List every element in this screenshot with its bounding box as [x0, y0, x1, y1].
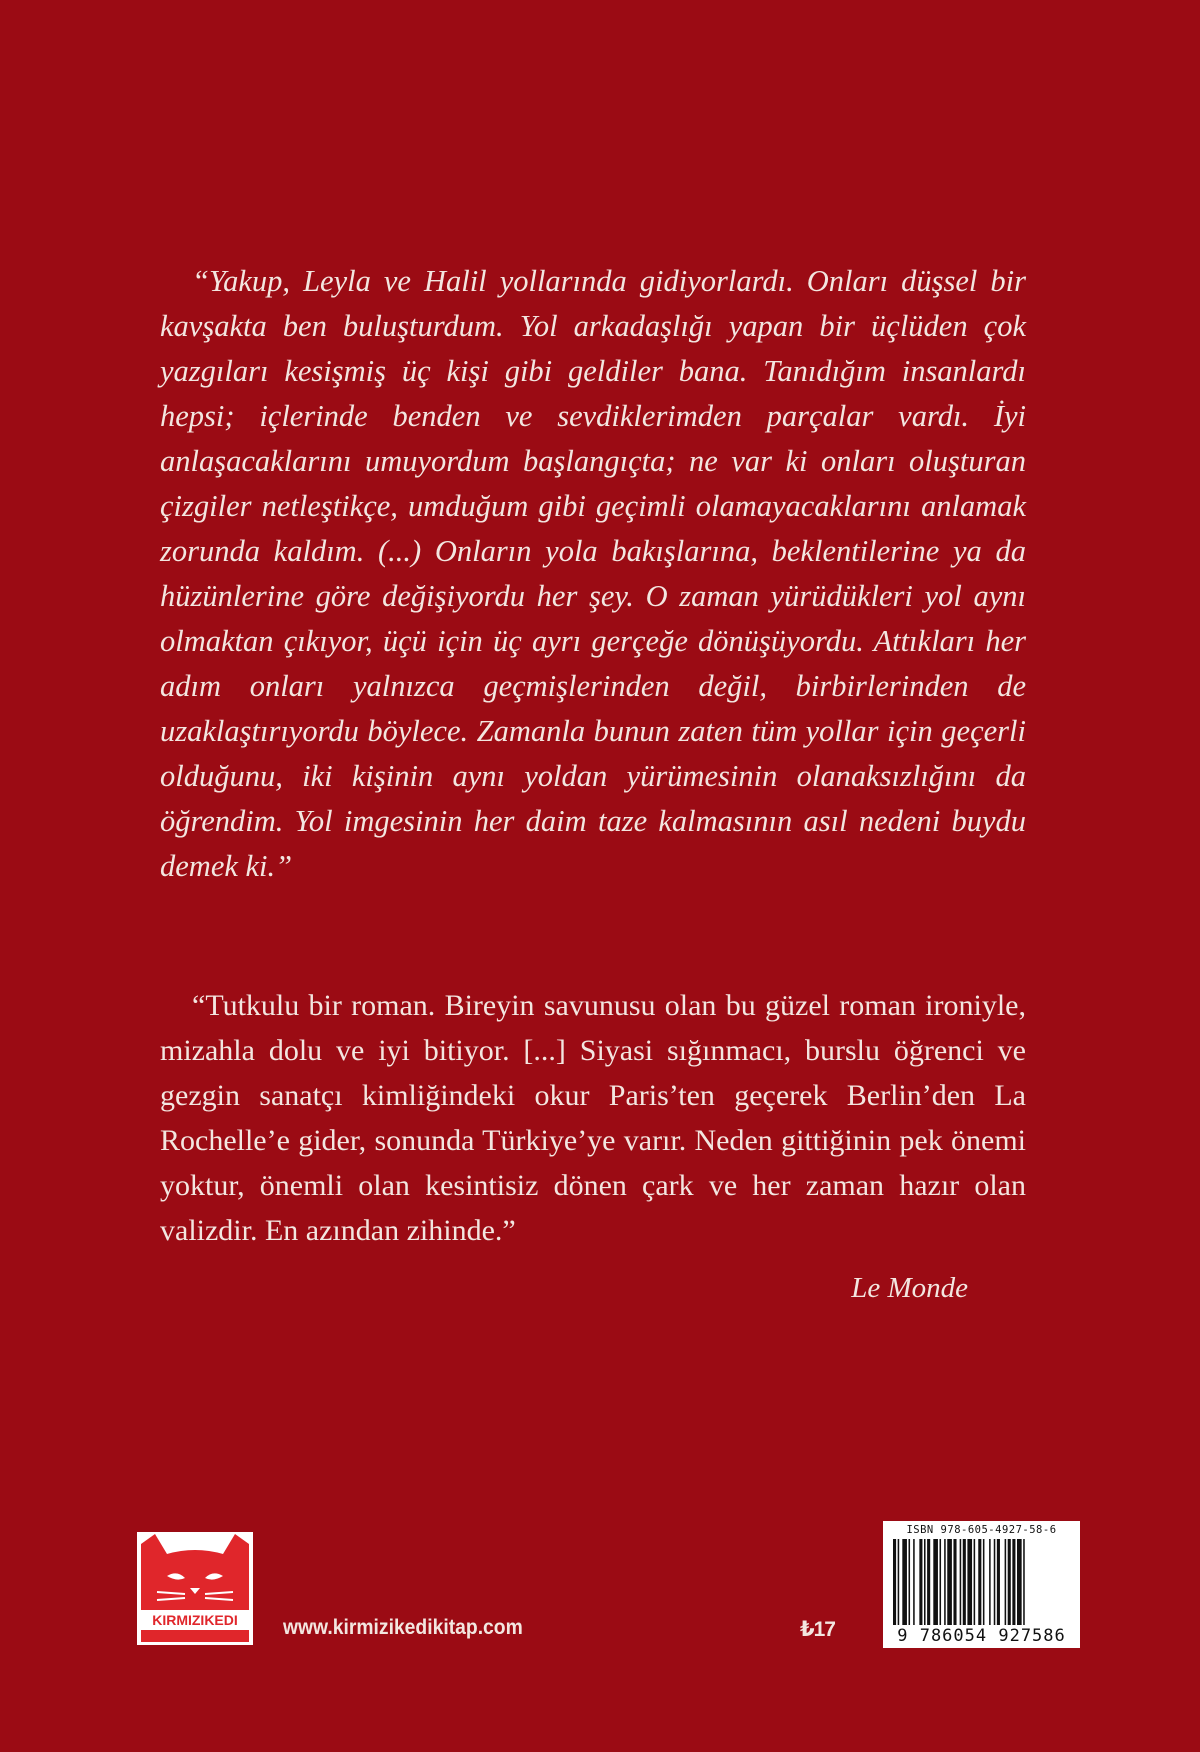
- barcode-bar: [902, 1539, 907, 1625]
- barcode-bar: [1008, 1539, 1011, 1625]
- barcode-bar: [898, 1539, 900, 1625]
- barcode-bar: [994, 1539, 996, 1625]
- barcode-bar: [924, 1539, 926, 1625]
- barcode-digits: 9 786054 927586: [883, 1626, 1080, 1646]
- publisher-website-link[interactable]: www.kirmizikedikitap.com: [283, 1616, 523, 1639]
- barcode-bar: [940, 1539, 942, 1625]
- barcode-bar: [967, 1539, 972, 1625]
- barcode-bar: [909, 1539, 911, 1625]
- barcode-bar: [919, 1539, 922, 1625]
- barcode-bar: [1012, 1539, 1015, 1625]
- barcode-bar: [960, 1539, 962, 1625]
- barcode-bar: [974, 1539, 976, 1625]
- barcode-bars: [889, 1539, 1074, 1625]
- barcode-bar: [933, 1539, 938, 1625]
- barcode-bar: [927, 1539, 930, 1625]
- barcode-bar: [963, 1539, 966, 1625]
- isbn-label: ISBN 978-605-4927-58-6: [906, 1524, 1057, 1536]
- barcode-bar: [989, 1539, 991, 1625]
- barcode-bar: [1005, 1539, 1007, 1625]
- review-source: Le Monde: [851, 1272, 968, 1304]
- barcode-bar: [913, 1539, 915, 1625]
- review-quote: “Tutkulu bir roman. Bireyin savunusu olan bu güzel roman ironiyle, mizahla dolu ve iyi bitiyor. [...] Siyasi sığınmacı, burslu öğrenci ve gezgin sanatçı kimliğindeki okur Paris’ten geçerek Berlin’den La Rochelle’e gider, sonunda Türkiye’ye varır. Neden gittiğinin pek önemi yoktur, önemli olan kesintisiz dönen çark ve her zaman hazır olan valizdir. En azından zihinde.”: [160, 989, 1026, 1247]
- barcode-bar: [953, 1539, 956, 1625]
- barcode-bar: [893, 1539, 896, 1625]
- barcode-bar: [978, 1539, 981, 1625]
- barcode-bar: [1017, 1539, 1022, 1625]
- logo-wordmark: KIRMIZIKEDI: [152, 1612, 238, 1628]
- cat-logo-icon: [137, 1532, 253, 1645]
- barcode-bar: [1023, 1539, 1025, 1625]
- barcode-bar: [947, 1539, 952, 1625]
- price-label: ₺17: [800, 1618, 835, 1641]
- isbn-barcode: [883, 1521, 1080, 1648]
- barcode-bar: [944, 1539, 946, 1625]
- publisher-logo: [137, 1532, 253, 1645]
- barcode-bar: [983, 1539, 985, 1625]
- excerpt-quote: “Yakup, Leyla ve Halil yollarında gidiyorlardı. Onları düşsel bir kavşakta ben buluşturdum. Yol arkadaşlığı yapan bir üçlüden çok yazgıları kesişmiş üç kişi gibi geldiler bana. Tanıdığım insanlardı hepsi; içlerinde benden ve sevdiklerimden parçalar vardı. İyi anlaşacaklarını umuyordum başlangıçta; ne var ki onları oluşturan çizgiler netleştikçe, umduğum gibi geçimli olamayacaklarını anlamak zorunda kaldım. (...) Onların yola bakışlarına, beklentilerine ya da hüzünlerine göre değişiyordu her şey. O zaman yürüdükleri yol aynı olmaktan çıkıyor, üçü için üç ayrı gerçeğe dönüşüyordu. Attıkları her adım onları yalnızca geçmişlerinden değil, birbirlerinden de uzaklaştırıyordu böylece. Zamanla bunun zaten tüm yollar için geçerli olduğunu, iki kişinin aynı yoldan yürümesinin olanaksızlığını da öğrendim. Yol imgesinin her daim taze kalmasının asıl nedeni buydu demek ki.”: [160, 263, 1026, 883]
- barcode-bar: [997, 1539, 1000, 1625]
